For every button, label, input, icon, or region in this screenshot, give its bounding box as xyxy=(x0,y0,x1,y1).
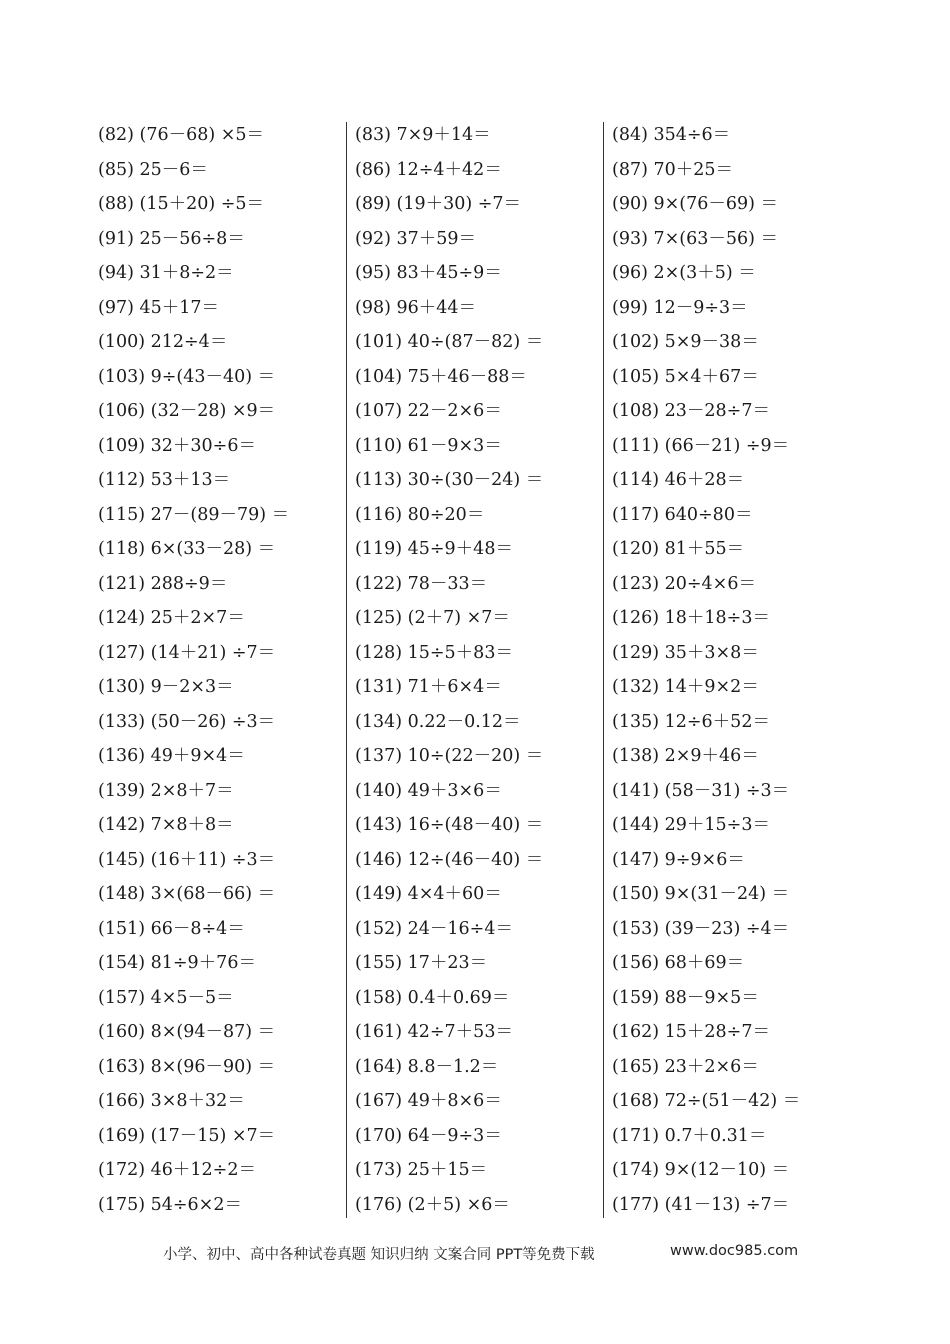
problem-item: (99) 12－9÷3＝ xyxy=(612,297,748,318)
problem-item: (114) 46＋28＝ xyxy=(612,470,745,490)
problem-item: (91) 25－56÷8＝ xyxy=(98,228,245,249)
problem-item: (93) 7×(63－56) ＝ xyxy=(612,228,779,249)
problem-item: (165) 23＋2×6＝ xyxy=(612,1056,759,1077)
problem-item: (154) 81÷9＋76＝ xyxy=(98,953,256,973)
problem-item: (85) 25－6＝ xyxy=(98,159,208,180)
problem-item: (149) 4×4＋60＝ xyxy=(355,884,502,904)
problem-item: (129) 35＋3×8＝ xyxy=(612,642,759,663)
column-divider xyxy=(346,122,347,1218)
problem-item: (164) 8.8－1.2＝ xyxy=(355,1056,499,1077)
problem-item: (125) (2＋7) ×7＝ xyxy=(355,608,510,628)
problem-column-3 xyxy=(612,118,862,1222)
problem-item: (173) 25＋15＝ xyxy=(355,1160,488,1180)
problem-item: (136) 49＋9×4＝ xyxy=(98,746,245,766)
problem-item: (92) 37＋59＝ xyxy=(355,228,477,249)
problem-item: (110) 61－9×3＝ xyxy=(355,435,502,456)
problem-item: (127) (14＋21) ÷7＝ xyxy=(98,642,276,663)
problem-item: (171) 0.7＋0.31＝ xyxy=(612,1125,767,1146)
problem-item: (105) 5×4＋67＝ xyxy=(612,366,759,387)
problem-item: (116) 80÷20＝ xyxy=(355,504,485,525)
problem-item: (160) 8×(94－87) ＝ xyxy=(98,1022,276,1042)
problem-item: (109) 32＋30÷6＝ xyxy=(98,435,256,456)
problem-item: (106) (32－28) ×9＝ xyxy=(98,401,276,421)
column-divider xyxy=(603,122,604,1218)
problem-item: (118) 6×(33－28) ＝ xyxy=(98,539,276,559)
problem-item: (117) 640÷80＝ xyxy=(612,504,753,525)
problem-item: (142) 7×8＋8＝ xyxy=(98,815,234,835)
problem-item: (143) 16÷(48－40) ＝ xyxy=(355,815,544,835)
problem-item: (111) (66－21) ÷9＝ xyxy=(612,435,790,456)
problem-item: (83) 7×9＋14＝ xyxy=(355,125,491,145)
problem-item: (150) 9×(31－24) ＝ xyxy=(612,884,790,904)
problem-item: (123) 20÷4×6＝ xyxy=(612,573,756,594)
page-footer xyxy=(0,1243,950,1267)
problem-item: (130) 9－2×3＝ xyxy=(98,677,234,697)
problem-item: (95) 83＋45÷9＝ xyxy=(355,263,502,283)
problem-item: (103) 9÷(43－40) ＝ xyxy=(98,366,276,387)
problem-item: (161) 42÷7＋53＝ xyxy=(355,1022,513,1042)
problem-item: (122) 78－33＝ xyxy=(355,573,488,594)
footer-url: www.doc985.com xyxy=(670,1243,799,1259)
problem-item: (176) (2＋5) ×6＝ xyxy=(355,1194,510,1215)
problem-item: (163) 8×(96－90) ＝ xyxy=(98,1056,276,1077)
problem-item: (174) 9×(12－10) ＝ xyxy=(612,1160,790,1180)
problem-item: (135) 12÷6＋52＝ xyxy=(612,711,770,732)
problem-item: (104) 75＋46－88＝ xyxy=(355,366,527,387)
problem-item: (98) 96＋44＝ xyxy=(355,297,477,318)
problem-item: (152) 24－16÷4＝ xyxy=(355,918,513,939)
problem-item: (88) (15＋20) ÷5＝ xyxy=(98,194,265,214)
problem-item: (128) 15÷5＋83＝ xyxy=(355,642,513,663)
problem-column-1 xyxy=(98,118,348,1222)
problem-item: (151) 66－8÷4＝ xyxy=(98,918,245,939)
problem-item: (121) 288÷9＝ xyxy=(98,573,228,594)
problem-item: (172) 46＋12÷2＝ xyxy=(98,1160,256,1180)
problem-item: (96) 2×(3＋5) ＝ xyxy=(612,263,756,283)
problem-item: (157) 4×5－5＝ xyxy=(98,987,234,1008)
problem-item: (159) 88－9×5＝ xyxy=(612,987,759,1008)
problem-item: (166) 3×8＋32＝ xyxy=(98,1091,245,1111)
problem-item: (115) 27－(89－79) ＝ xyxy=(98,504,290,525)
problem-item: (139) 2×8＋7＝ xyxy=(98,780,234,801)
problem-item: (102) 5×9－38＝ xyxy=(612,332,759,352)
problem-item: (155) 17＋23＝ xyxy=(355,953,488,973)
problem-item: (177) (41－13) ÷7＝ xyxy=(612,1194,790,1215)
problem-item: (162) 15＋28÷7＝ xyxy=(612,1022,770,1042)
footer-text: 小学、初中、高中各种试卷真题 知识归纳 文案合同 PPT等免费下载 xyxy=(163,1247,595,1263)
problem-item: (133) (50－26) ÷3＝ xyxy=(98,711,276,732)
problem-item: (126) 18＋18÷3＝ xyxy=(612,608,770,628)
problem-item: (140) 49＋3×6＝ xyxy=(355,780,502,801)
problem-item: (137) 10÷(22－20) ＝ xyxy=(355,746,544,766)
problem-item: (94) 31＋8÷2＝ xyxy=(98,263,234,283)
problem-item: (153) (39－23) ÷4＝ xyxy=(612,918,790,939)
problem-item: (90) 9×(76－69) ＝ xyxy=(612,194,779,214)
problem-item: (148) 3×(68－66) ＝ xyxy=(98,884,276,904)
problem-column-2 xyxy=(355,118,605,1222)
problem-item: (124) 25＋2×7＝ xyxy=(98,608,245,628)
problem-item: (132) 14＋9×2＝ xyxy=(612,677,759,697)
problem-item: (145) (16＋11) ÷3＝ xyxy=(98,849,276,870)
problem-item: (144) 29＋15÷3＝ xyxy=(612,815,770,835)
problem-item: (84) 354÷6＝ xyxy=(612,125,731,145)
problem-item: (167) 49＋8×6＝ xyxy=(355,1091,502,1111)
problem-item: (175) 54÷6×2＝ xyxy=(98,1194,242,1215)
problem-item: (112) 53＋13＝ xyxy=(98,470,231,490)
problem-item: (97) 45＋17＝ xyxy=(98,297,220,318)
problem-item: (113) 30÷(30－24) ＝ xyxy=(355,470,544,490)
problem-item: (101) 40÷(87－82) ＝ xyxy=(355,332,544,352)
problem-item: (138) 2×9＋46＝ xyxy=(612,746,759,766)
problem-item: (141) (58－31) ÷3＝ xyxy=(612,780,790,801)
problem-item: (89) (19＋30) ÷7＝ xyxy=(355,194,522,214)
problem-item: (100) 212÷4＝ xyxy=(98,332,228,352)
problem-item: (107) 22－2×6＝ xyxy=(355,401,502,421)
problem-item: (87) 70＋25＝ xyxy=(612,159,734,180)
problem-item: (134) 0.22－0.12＝ xyxy=(355,711,521,732)
problem-item: (158) 0.4＋0.69＝ xyxy=(355,987,510,1008)
problem-item: (131) 71＋6×4＝ xyxy=(355,677,502,697)
problem-item: (108) 23－28÷7＝ xyxy=(612,401,770,421)
problem-item: (156) 68＋69＝ xyxy=(612,953,745,973)
problem-item: (86) 12÷4＋42＝ xyxy=(355,159,502,180)
problem-item: (147) 9÷9×6＝ xyxy=(612,849,745,870)
problem-item: (119) 45÷9＋48＝ xyxy=(355,539,513,559)
problem-item: (169) (17－15) ×7＝ xyxy=(98,1125,276,1146)
problem-item: (168) 72÷(51－42) ＝ xyxy=(612,1091,801,1111)
problem-item: (120) 81＋55＝ xyxy=(612,539,745,559)
problem-item: (146) 12÷(46－40) ＝ xyxy=(355,849,544,870)
problem-item: (82) (76－68) ×5＝ xyxy=(98,125,265,145)
problem-item: (170) 64－9÷3＝ xyxy=(355,1125,502,1146)
